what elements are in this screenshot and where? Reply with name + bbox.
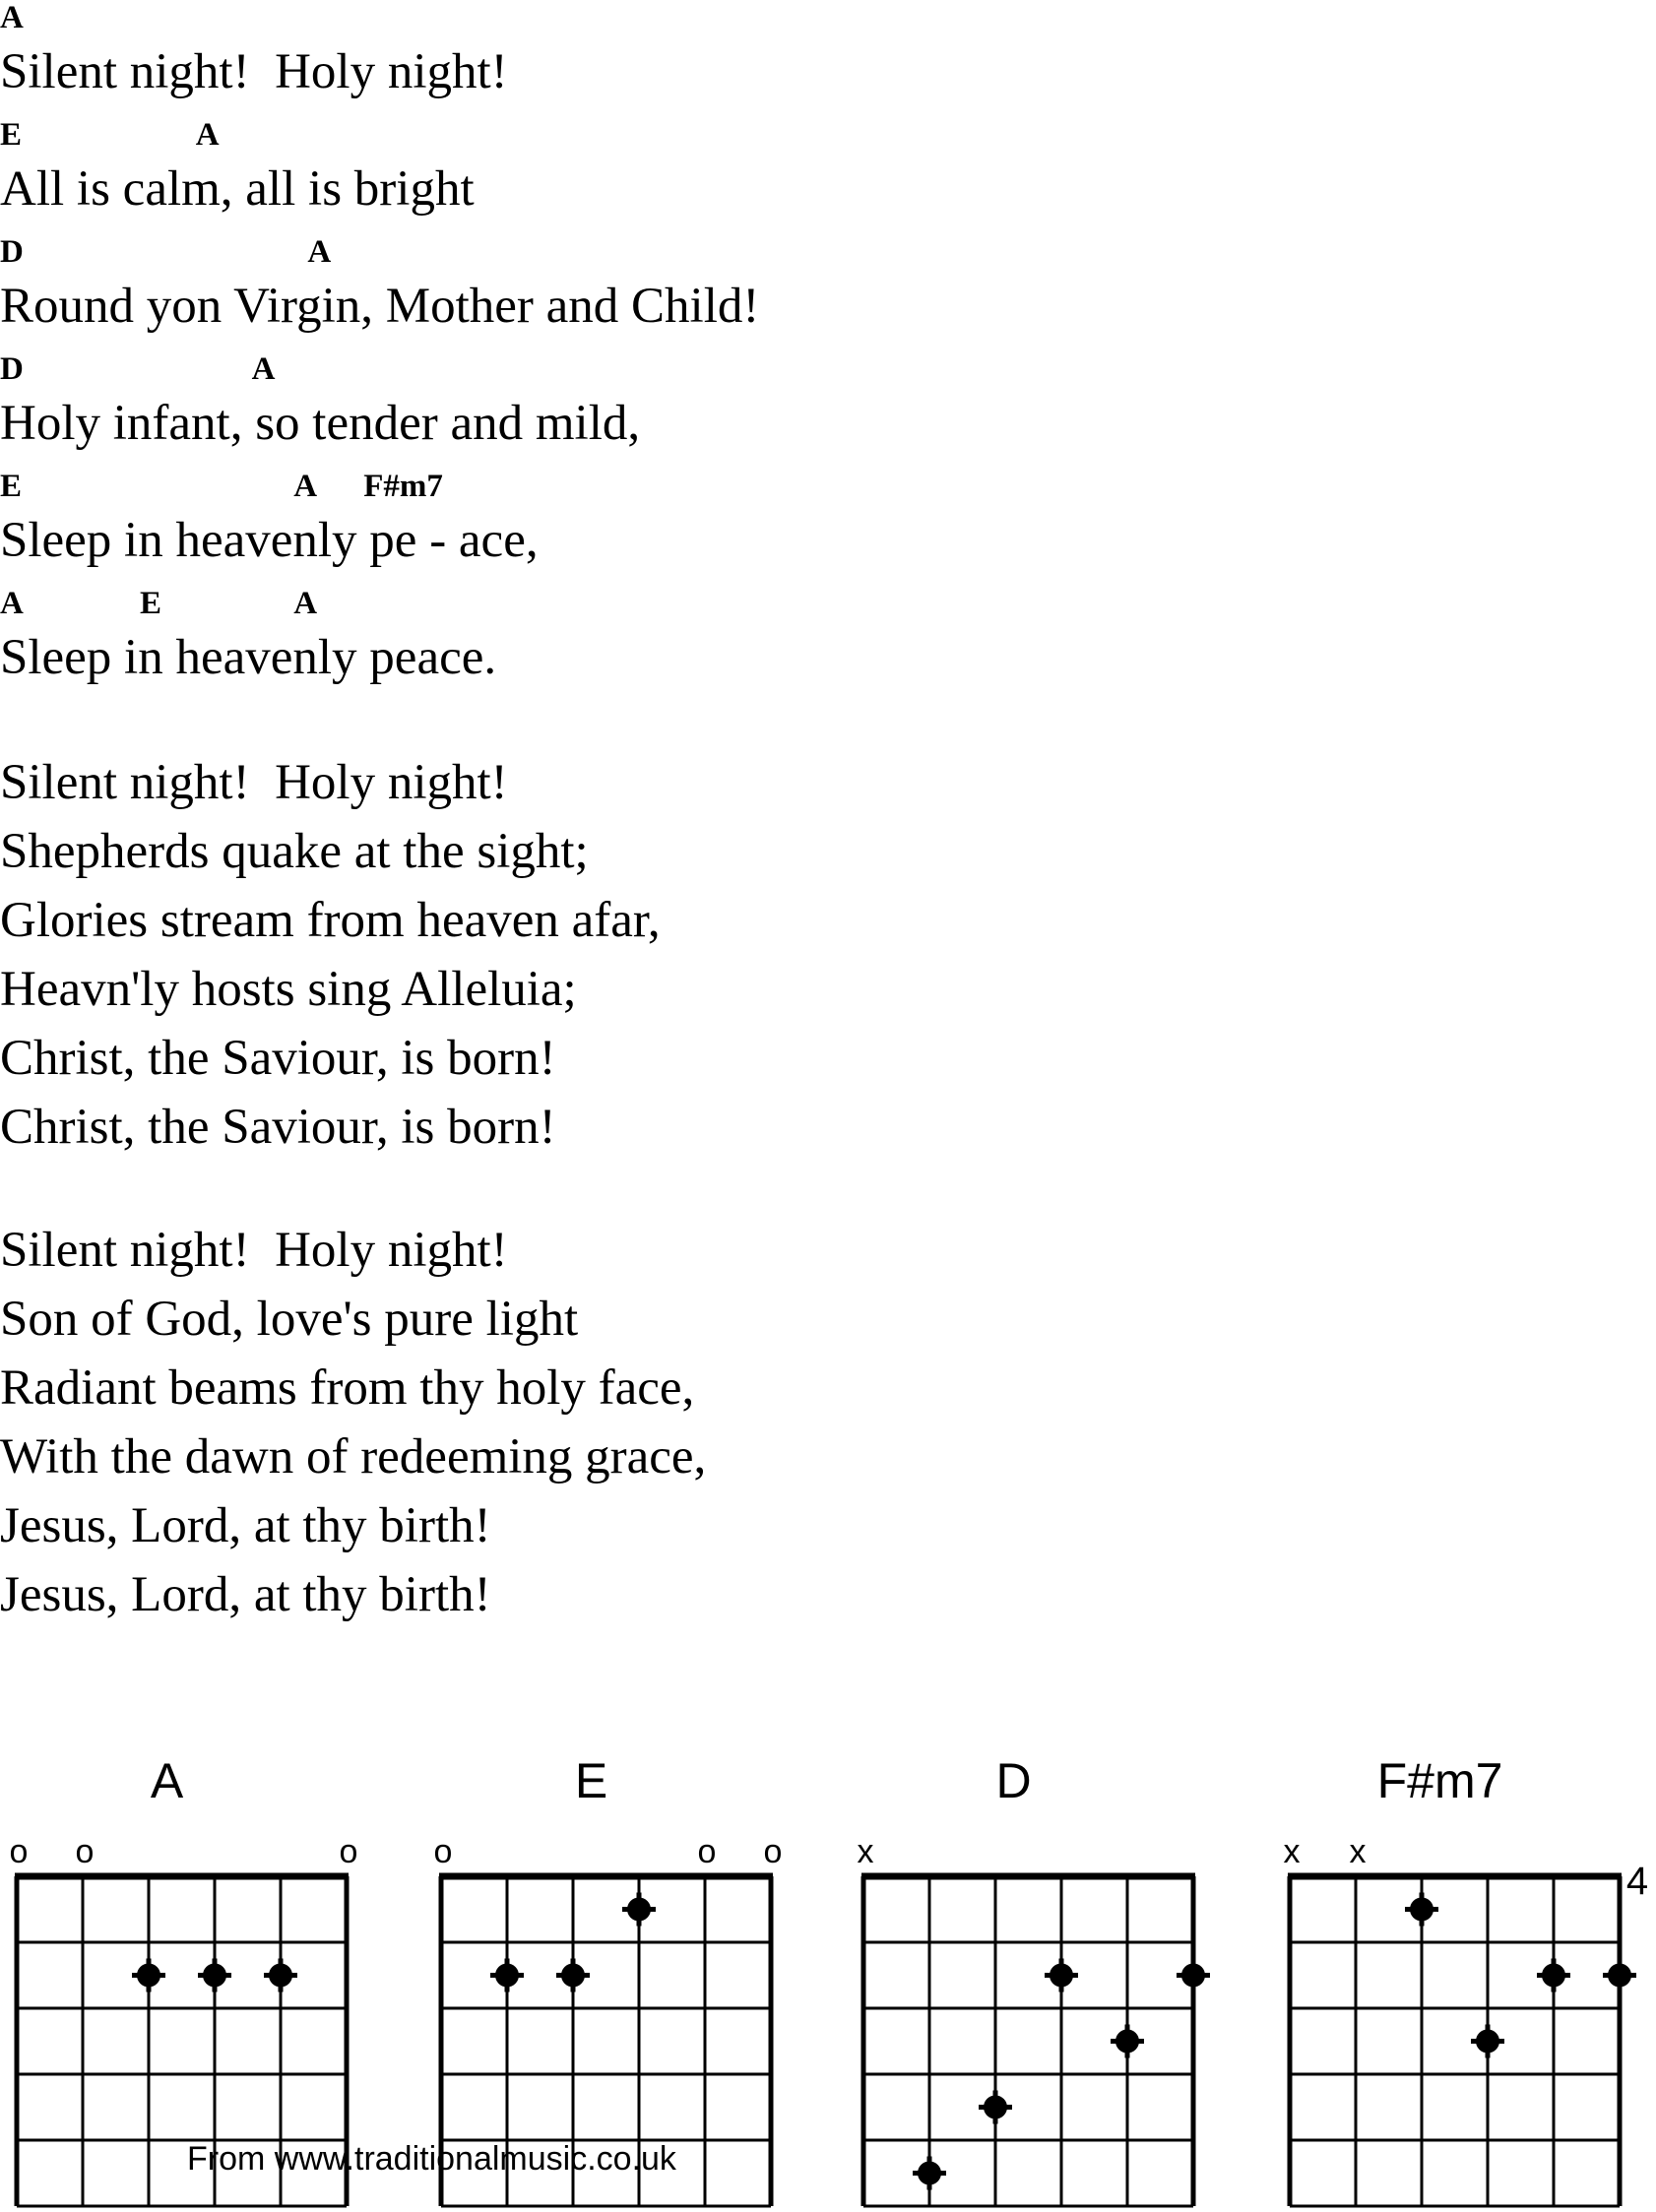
lyric-line: Radiant beams from thy holy face, xyxy=(0,1360,695,1416)
open-string-mark: o xyxy=(339,1833,358,1870)
lyric-line: Silent night! Holy night! xyxy=(0,44,508,99)
chord-diagram-0 xyxy=(10,1753,358,2206)
lyric-line: Shepherds quake at the sight; xyxy=(0,824,589,879)
lyric-line: Jesus, Lord, at thy birth! xyxy=(0,1498,491,1553)
chord-label: A xyxy=(251,351,276,387)
chord-label: D xyxy=(0,351,24,387)
lyric-line: Jesus, Lord, at thy birth! xyxy=(0,1567,491,1622)
lyric-line: Holy infant, so tender and mild, xyxy=(0,396,641,451)
lyric-line: With the dawn of redeeming grace, xyxy=(0,1429,707,1485)
open-string-mark: o xyxy=(75,1833,95,1870)
chord-label: A xyxy=(0,586,24,621)
lyric-line: Christ, the Saviour, is born! xyxy=(0,1031,556,1086)
lyric-line: All is calm, all is bright xyxy=(0,161,475,217)
open-string-mark: o xyxy=(9,1833,29,1870)
chord-label: A xyxy=(195,117,220,153)
lyric-line: Son of God, love's pure light xyxy=(0,1292,579,1347)
chord-diagram-title: A xyxy=(150,1753,184,1808)
start-fret-number: 4 xyxy=(1625,1860,1649,1903)
chord-label: F#m7 xyxy=(363,469,443,504)
lyric-line: Glories stream from heaven afar, xyxy=(0,893,661,948)
chord-label: A xyxy=(293,586,318,621)
chord-diagram-2 xyxy=(858,1753,1211,2206)
lyric-line: Round yon Virgin, Mother and Child! xyxy=(0,279,760,334)
lyric-line: Heavn'ly hosts sing Alleluia; xyxy=(0,962,577,1017)
lyric-line: Silent night! Holy night! xyxy=(0,1223,508,1278)
lyric-line: Christ, the Saviour, is born! xyxy=(0,1100,556,1155)
muted-string-mark: x xyxy=(857,1833,874,1870)
chord-label: D xyxy=(0,234,24,270)
chord-diagram-3 xyxy=(1284,1753,1649,2206)
lyric-line: Sleep in heavenly peace. xyxy=(0,630,497,685)
muted-string-mark: x xyxy=(1349,1833,1367,1870)
lyric-line: Sleep in heavenly pe - ace, xyxy=(0,513,539,568)
chord-diagram-title: F#m7 xyxy=(1376,1753,1503,1808)
chord-label: E xyxy=(140,586,162,621)
muted-string-mark: x xyxy=(1283,1833,1301,1870)
lyric-line: Silent night! Holy night! xyxy=(0,755,508,810)
chord-diagram-title: D xyxy=(995,1753,1032,1808)
chord-diagram-title: E xyxy=(574,1753,608,1808)
chord-label: E xyxy=(0,469,23,504)
open-string-mark: o xyxy=(433,1833,453,1870)
chord-label: A xyxy=(307,234,332,270)
open-string-mark: o xyxy=(697,1833,717,1870)
source-credit: From www.traditionalmusic.co.uk xyxy=(187,2140,676,2178)
chord-diagram-1 xyxy=(434,1753,783,2206)
chord-label: A xyxy=(293,469,318,504)
chord-label: A xyxy=(0,0,24,35)
open-string-mark: o xyxy=(763,1833,783,1870)
chord-label: E xyxy=(0,117,23,153)
